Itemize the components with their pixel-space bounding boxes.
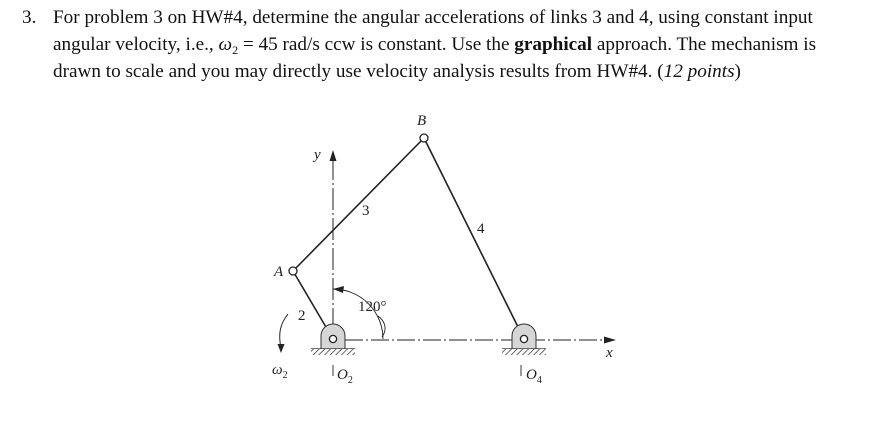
label-b: B (417, 113, 427, 129)
omega-2-arrow (278, 314, 289, 353)
omega-symbol: ω (218, 34, 233, 55)
line3-pre: drawn to scale and you may directly use velocity analysis results from HW#4. ( (53, 61, 664, 82)
o2-letter: O (337, 367, 348, 383)
o4-sub: 4 (536, 375, 542, 386)
omega-2-symbol: ω (272, 362, 283, 378)
omega-2-label (272, 362, 288, 381)
graphical-emphasis: graphical (514, 34, 593, 55)
points-value: 12 points (663, 61, 735, 82)
problem-line-1: For problem 3 on HW#4, determine the angular accelerations of links 3 and 4, using constant input (53, 7, 813, 28)
link-3-label: 3 (362, 203, 370, 219)
link-3 (293, 138, 424, 271)
omega-2-sub: 2 (282, 370, 288, 381)
joint-b (420, 134, 428, 142)
o2-label (337, 367, 353, 386)
label-a: A (274, 264, 284, 280)
line3-post: ) (734, 61, 741, 82)
problem-number: 3. (22, 7, 37, 28)
o4-label (526, 367, 542, 386)
y-axis (330, 150, 337, 330)
joint-a (289, 267, 297, 275)
link-4-label: 4 (477, 221, 485, 237)
line2-post: approach. The mechanism is (592, 34, 817, 55)
line2-pre: angular velocity, i.e., (53, 34, 219, 55)
link-4 (424, 138, 524, 339)
line2-eq: = 45 rad/s ccw is constant. Use the (238, 34, 515, 55)
o4-letter: O (526, 367, 537, 383)
x-axis (345, 337, 616, 344)
link-2-label: 2 (298, 308, 306, 324)
omega-subscript: 2 (232, 43, 239, 57)
label-y: y (314, 147, 321, 163)
angle-label: 120° (358, 299, 387, 315)
o2-sub: 2 (347, 375, 353, 386)
label-x: x (606, 345, 613, 361)
